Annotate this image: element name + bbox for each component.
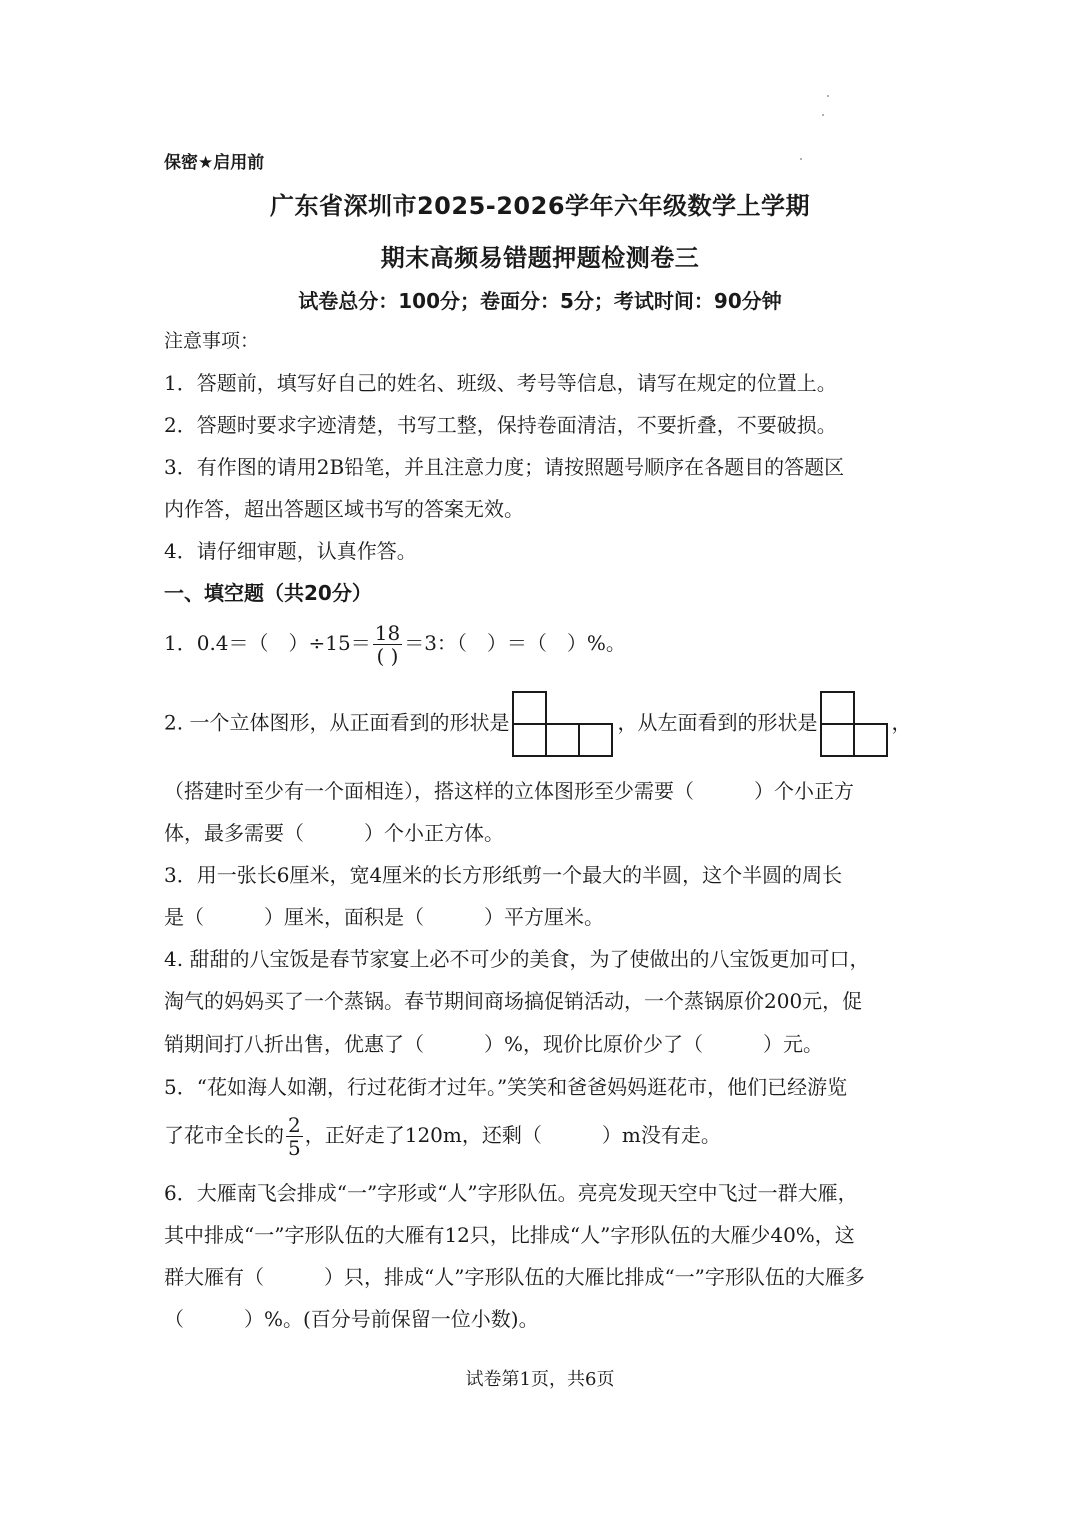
q4-line1: 4. 甜甜的八宝饭是春节家宴上必不可少的美食，为了使做出的八宝饭更加可口， <box>164 947 870 971</box>
q5-part1: 了花市全长的 <box>164 1123 284 1147</box>
q2-line3: 体，最多需要（ ）个小正方体。 <box>164 821 504 845</box>
note-item-2: 2．答题时要求字迹清楚，书写工整，保持卷面清洁，不要折叠，不要破损。 <box>164 413 837 437</box>
exam-info: 试卷总分：100分；卷面分：5分；考试时间：90分钟 <box>298 289 782 313</box>
note-item-3b: 内作答，超出答题区域书写的答案无效。 <box>164 497 524 521</box>
q4-line2: 淘气的妈妈买了一个蒸锅。春节期间商场搞促销活动，一个蒸锅原价200元，促 <box>164 989 863 1013</box>
q1-part2: ＝3：（ ）＝（ ）%。 <box>404 631 626 655</box>
q5-line1: 5．“花如海人如潮，行过花街才过年。”笑笑和爸爸妈妈逛花市，他们已经游览 <box>164 1075 848 1099</box>
q6-line1: 6．大雁南飞会排成“一”字形或“人”字形队伍。亮亮发现天空中飞过一群大雁， <box>164 1181 858 1205</box>
q1-fraction-denominator: ( ) <box>376 644 399 668</box>
q2-part2: ，从左面看到的形状是 <box>617 710 818 735</box>
note-item-1: 1．答题前，填写好自己的姓名、班级、考号等信息，请写在规定的位置上。 <box>164 371 837 395</box>
q6-line2: 其中排成“一”字形队伍的大雁有12只，比排成“人”字形队伍的大雁少40%，这 <box>164 1223 855 1247</box>
q1-part1: 1．0.4＝（ ）÷15＝ <box>164 631 371 655</box>
scan-speck <box>827 95 829 97</box>
question-1 <box>164 622 626 667</box>
q3-line2: 是（ ）厘米，面积是（ ）平方厘米。 <box>164 905 604 929</box>
q5-fraction-denominator: 5 <box>288 1136 301 1160</box>
q5-fraction <box>286 1114 303 1159</box>
scan-speck <box>800 158 802 160</box>
q6-line4: （ ）%。(百分号前保留一位小数)。 <box>164 1307 539 1331</box>
question-5-line2 <box>164 1114 721 1159</box>
q5-fraction-numerator: 2 <box>288 1113 301 1137</box>
question-2 <box>164 690 911 758</box>
section-heading: 一、填空题（共20分） <box>164 581 372 605</box>
note-item-3a: 3．有作图的请用2B铅笔，并且注意力度；请按照题号顺序在各题目的答题区 <box>164 455 845 479</box>
exam-title-line1: 广东省深圳市2025-2026学年六年级数学上学期 <box>269 192 811 220</box>
notes-heading: 注意事项： <box>164 330 260 352</box>
q4-line3: 销期间打八折出售，优惠了（ ）%，现价比原价少了（ ）元。 <box>164 1032 824 1056</box>
q6-line3: 群大雁有（ ）只，排成“人”字形队伍的大雁比排成“一”字形队伍的大雁多 <box>164 1265 865 1289</box>
exam-title-line2: 期末高频易错题押题检测卷三 <box>380 244 700 272</box>
scan-speck <box>822 114 824 116</box>
page-footer: 试卷第1页，共6页 <box>465 1369 615 1390</box>
q2-part3: ， <box>891 710 912 735</box>
front-view-figure <box>511 690 615 758</box>
q1-fraction-numerator: 18 <box>374 621 401 645</box>
note-item-4: 4．请仔细审题，认真作答。 <box>164 539 417 563</box>
left-view-figure <box>819 690 889 758</box>
confidential-label: 保密★启用前 <box>164 153 265 173</box>
q2-part1: 2. 一个立体图形，从正面看到的形状是 <box>164 710 510 735</box>
q2-line2: （搭建时至少有一个面相连），搭这样的立体图形至少需要（ ）个小正方 <box>164 779 854 803</box>
q3-line1: 3．用一张长6厘米，宽4厘米的长方形纸剪一个最大的半圆，这个半圆的周长 <box>164 863 843 887</box>
q5-part2: ，正好走了120m，还剩（ ）m没有走。 <box>304 1123 721 1147</box>
q1-fraction <box>373 622 402 667</box>
